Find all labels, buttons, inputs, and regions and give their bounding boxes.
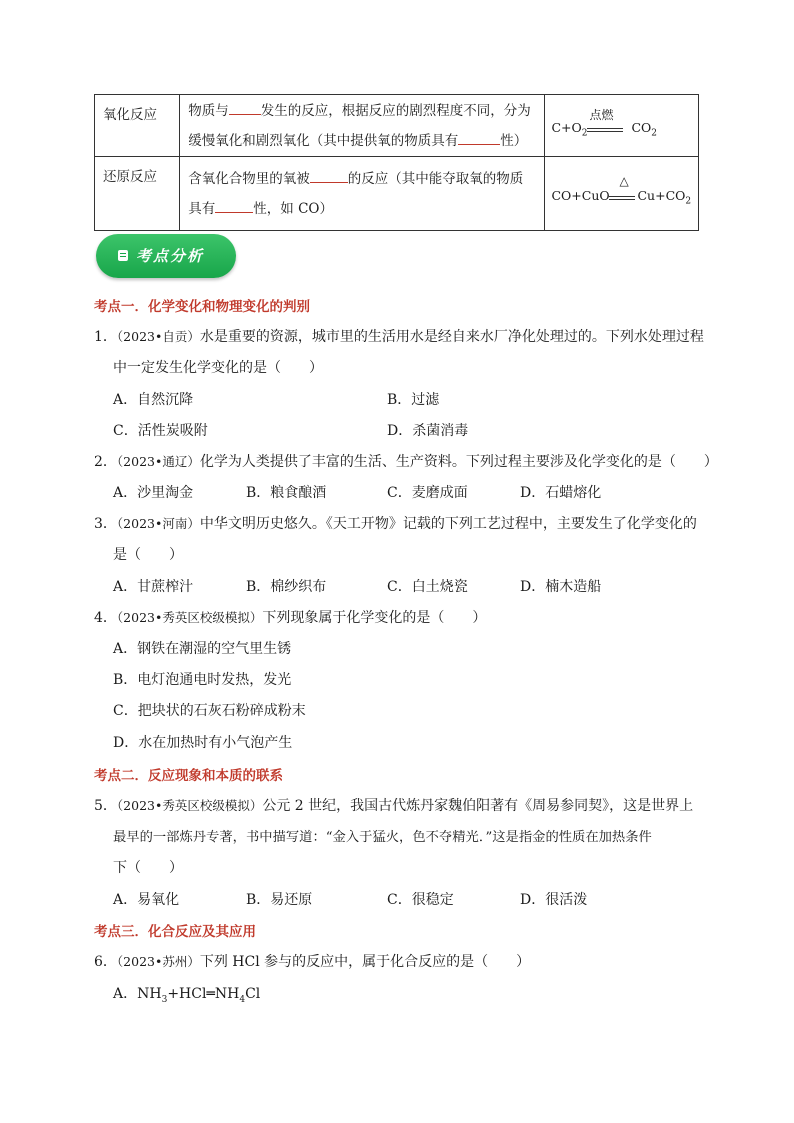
question-text: 下列现象属于化学变化的是（ ） bbox=[262, 610, 487, 626]
equation-cell bbox=[545, 157, 699, 231]
desc-text: 性） bbox=[500, 132, 528, 149]
answer-blank bbox=[310, 167, 348, 183]
answer-blank bbox=[229, 99, 261, 115]
option-b: B．粮食酿酒 bbox=[246, 485, 327, 501]
question-source: （2023•秀英区校级模拟） bbox=[116, 610, 263, 625]
question-number: 4． bbox=[94, 610, 117, 626]
question-number: 5． bbox=[94, 798, 117, 814]
chemical-equation bbox=[551, 172, 691, 212]
option-d: D．石蜡熔化 bbox=[520, 485, 602, 501]
question-text: 是（ ） bbox=[113, 547, 183, 563]
question-number: 1． bbox=[94, 329, 117, 345]
desc-text: 的反应（其中能夺取氧的物质 bbox=[347, 170, 524, 187]
question-6 bbox=[94, 951, 530, 971]
question-text: 下（ ） bbox=[113, 860, 183, 876]
option-c: C．活性炭吸附 bbox=[113, 423, 208, 439]
chemical-equation bbox=[551, 104, 691, 144]
table-row bbox=[95, 95, 699, 157]
question-number: 3． bbox=[94, 516, 117, 532]
desc-text: 具有 bbox=[188, 200, 216, 217]
desc-text: 含氧化合物里的氧被 bbox=[188, 170, 310, 187]
option-a: A．钢铁在潮湿的空气里生锈 bbox=[113, 641, 292, 657]
option-b: B．棉纱织布 bbox=[246, 579, 327, 595]
option-c: C．麦磨成面 bbox=[387, 485, 468, 501]
option-text: NH bbox=[214, 986, 240, 1002]
question-5 bbox=[94, 795, 693, 815]
question-4 bbox=[94, 607, 486, 627]
option-a: A．自然沉降 bbox=[113, 392, 194, 408]
eq-sub: 2 bbox=[685, 196, 692, 207]
option-a bbox=[113, 983, 260, 1005]
question-number: 6． bbox=[94, 954, 117, 970]
question-number: 2． bbox=[94, 454, 117, 470]
question-text: 公元 2 世纪，我国古代炼丹家魏伯阳著有《周易参同契》，这是世界上 bbox=[262, 798, 694, 814]
option-d: D．水在加热时有小气泡产生 bbox=[113, 735, 293, 751]
badge-label: 考点分析 bbox=[136, 247, 205, 265]
eq-condition: △ bbox=[619, 174, 629, 188]
eq-sub: 2 bbox=[581, 128, 588, 139]
option-b: B．易还原 bbox=[246, 892, 313, 908]
question-source: （2023•河南） bbox=[116, 516, 200, 531]
question-source: （2023•通辽） bbox=[116, 454, 200, 469]
question-source: （2023•自贡） bbox=[116, 329, 200, 344]
option-a: A．沙里淘金 bbox=[113, 485, 194, 501]
option-d: D．很活泼 bbox=[520, 892, 588, 908]
row-name: 还原反应 bbox=[95, 157, 180, 231]
section-badge bbox=[96, 234, 236, 278]
question-text: 下列 HCl 参与的反应中，属于化合反应的是（ ） bbox=[199, 954, 531, 970]
option-d: D．杀菌消毒 bbox=[387, 423, 469, 439]
table-row bbox=[95, 157, 699, 231]
desc-text: 缓慢氧化和剧烈氧化（其中提供氧的物质具有 bbox=[188, 132, 459, 149]
eq-rhs: Cu+CO bbox=[637, 188, 686, 203]
option-c: C．很稳定 bbox=[387, 892, 454, 908]
subscript: 4 bbox=[239, 994, 246, 1005]
reaction-table bbox=[94, 94, 699, 231]
document-icon bbox=[118, 250, 128, 261]
question-text: 中一定发生化学变化的是（ ） bbox=[113, 360, 323, 376]
option-c: C．白土烧瓷 bbox=[387, 579, 468, 595]
eq-lhs: CO+CuO bbox=[551, 188, 610, 203]
option-b: B．过滤 bbox=[387, 392, 440, 408]
desc-text: 发生的反应，根据反应的剧烈程度不同，分为 bbox=[260, 102, 531, 119]
eq-sub: 2 bbox=[651, 128, 658, 139]
option-c: C．把块状的石灰石粉碎成粉末 bbox=[113, 703, 306, 719]
row-name: 氧化反应 bbox=[95, 95, 180, 157]
row-description bbox=[180, 157, 545, 231]
option-a: A．甘蔗榨汁 bbox=[113, 579, 194, 595]
question-3 bbox=[94, 513, 697, 533]
section-heading: 考点二．反应现象和本质的联系 bbox=[94, 768, 283, 784]
eq-bar bbox=[609, 199, 635, 200]
question-1 bbox=[94, 326, 704, 346]
desc-text: 物质与 bbox=[188, 102, 229, 119]
question-text: 水是重要的资源，城市里的生活用水是经自来水厂净化处理过的。下列水处理过程 bbox=[199, 329, 704, 345]
option-text: +HCl bbox=[167, 986, 207, 1002]
eq-condition: 点燃 bbox=[589, 108, 614, 122]
equation-cell bbox=[545, 95, 699, 157]
option-d: D．楠木造船 bbox=[520, 579, 602, 595]
eq-bar bbox=[609, 196, 635, 197]
option-text: Cl bbox=[245, 986, 261, 1002]
row-description bbox=[180, 95, 545, 157]
subscript: 3 bbox=[161, 994, 168, 1005]
question-text: 最早的一部炼丹专著，书中描写道：“金入于猛火，色不夺精光．”这是指金的性质在加热条件 bbox=[113, 830, 652, 845]
question-text: 化学为人类提供了丰富的生活、生产资料。下列过程主要涉及化学变化的是（ ） bbox=[199, 454, 718, 470]
option-b: B．电灯泡通电时发热，发光 bbox=[113, 672, 292, 688]
equals-sign: ═ bbox=[206, 986, 215, 1002]
question-text: 中华文明历史悠久。《天工开物》记载的下列工艺过程中，主要发生了化学变化的 bbox=[199, 516, 697, 532]
eq-rhs: CO bbox=[631, 120, 652, 135]
eq-bar bbox=[587, 128, 623, 129]
option-text: A．NH bbox=[113, 986, 162, 1002]
section-heading: 考点一．化学变化和物理变化的判别 bbox=[94, 299, 310, 315]
question-2 bbox=[94, 451, 718, 471]
section-heading: 考点三．化合反应及其应用 bbox=[94, 924, 256, 940]
eq-bar bbox=[587, 131, 623, 132]
option-a: A．易氧化 bbox=[113, 892, 180, 908]
desc-text: 性，如 CO） bbox=[253, 200, 333, 217]
eq-lhs: C+O bbox=[551, 120, 582, 135]
answer-blank bbox=[458, 129, 500, 145]
question-source: （2023•苏州） bbox=[116, 954, 200, 969]
question-source: （2023•秀英区校级模拟） bbox=[116, 798, 263, 813]
answer-blank bbox=[215, 197, 253, 213]
